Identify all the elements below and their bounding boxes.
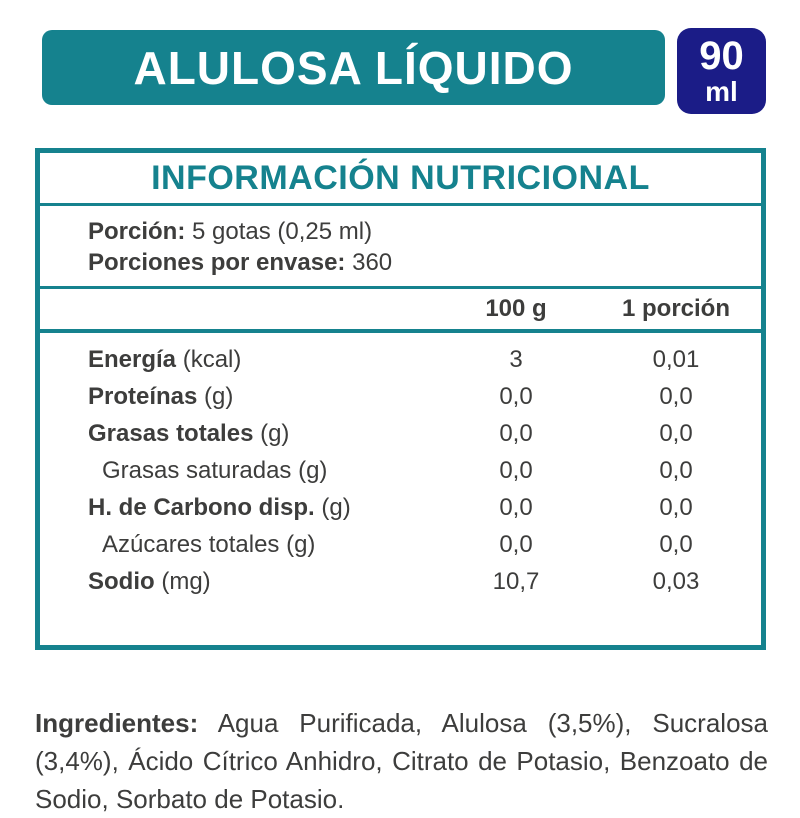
nutrient-unit: (kcal) (182, 345, 242, 373)
table-row-grasas-totales (40, 415, 761, 452)
table-row-grasas-saturadas (40, 452, 761, 489)
value-per-portion: 0,03 (652, 567, 700, 595)
ingredients-text: Agua Purificada, Alulosa (3,5%), Sucralosa (3,4%), Ácido Cítrico Anhidro, Citrato de Potasio, Benzoato de Sodio, Sorbato de Potasio. (35, 708, 768, 814)
nutrient-name: Azúcares totales (102, 530, 280, 558)
value-per-portion: 0,01 (652, 345, 700, 373)
column-header-100g: 100 g (485, 295, 547, 322)
ingredients-label: Ingredientes: (35, 708, 199, 738)
table-row-proteinas (40, 378, 761, 415)
nutrient-name: Sodio (88, 567, 155, 595)
table-row-energia (40, 341, 761, 378)
nutrient-name: H. de Carbono disp. (88, 493, 315, 521)
volume-amount: 90 (699, 34, 744, 78)
value-per-100g: 0,0 (499, 382, 533, 410)
table-column-headers (40, 289, 761, 333)
nutrient-name: Energía (88, 345, 177, 373)
value-per-100g: 0,0 (499, 530, 533, 558)
value-per-portion: 0,0 (659, 530, 693, 558)
serving-size-value: 5 gotas (0,25 ml) (192, 218, 373, 245)
nutrient-name: Grasas totales (88, 419, 254, 447)
column-header-portion: 1 porción (621, 295, 730, 322)
servings-per-container-value: 360 (352, 249, 393, 276)
product-title-banner (42, 30, 665, 105)
nutrient-unit: (g) (298, 456, 328, 484)
value-per-100g: 0,0 (499, 456, 533, 484)
nutrition-panel (35, 148, 766, 650)
value-per-portion: 0,0 (659, 493, 693, 521)
serving-size-line (88, 216, 741, 247)
value-per-portion: 0,0 (659, 456, 693, 484)
nutrition-panel-header (40, 153, 761, 206)
nutrition-panel-title: INFORMACIÓN NUTRICIONAL (151, 158, 650, 197)
value-per-portion: 0,0 (659, 382, 693, 410)
volume-unit: ml (705, 76, 738, 107)
volume-badge (677, 28, 766, 114)
nutrient-unit: (g) (321, 493, 351, 521)
servings-per-container-label: Porciones por envase: (88, 249, 346, 276)
nutrient-unit: (g) (260, 419, 290, 447)
value-per-100g: 10,7 (492, 567, 540, 595)
nutrient-unit: (g) (286, 530, 316, 558)
ingredients-paragraph (35, 704, 768, 818)
value-per-portion: 0,0 (659, 419, 693, 447)
nutrient-unit: (mg) (161, 567, 211, 595)
nutrient-name: Grasas saturadas (102, 456, 292, 484)
table-row-carbohidratos (40, 489, 761, 526)
nutrient-rows (40, 333, 761, 600)
value-per-100g: 0,0 (499, 419, 533, 447)
nutrient-unit: (g) (204, 382, 234, 410)
value-per-100g: 3 (509, 345, 523, 373)
servings-per-container-line (88, 247, 741, 278)
nutrient-name: Proteínas (88, 382, 198, 410)
serving-size-label: Porción: (88, 218, 186, 245)
table-row-sodio (40, 563, 761, 600)
serving-info (40, 206, 761, 289)
value-per-100g: 0,0 (499, 493, 533, 521)
table-row-azucares-totales (40, 526, 761, 563)
product-title: ALULOSA LÍQUIDO (133, 41, 574, 94)
